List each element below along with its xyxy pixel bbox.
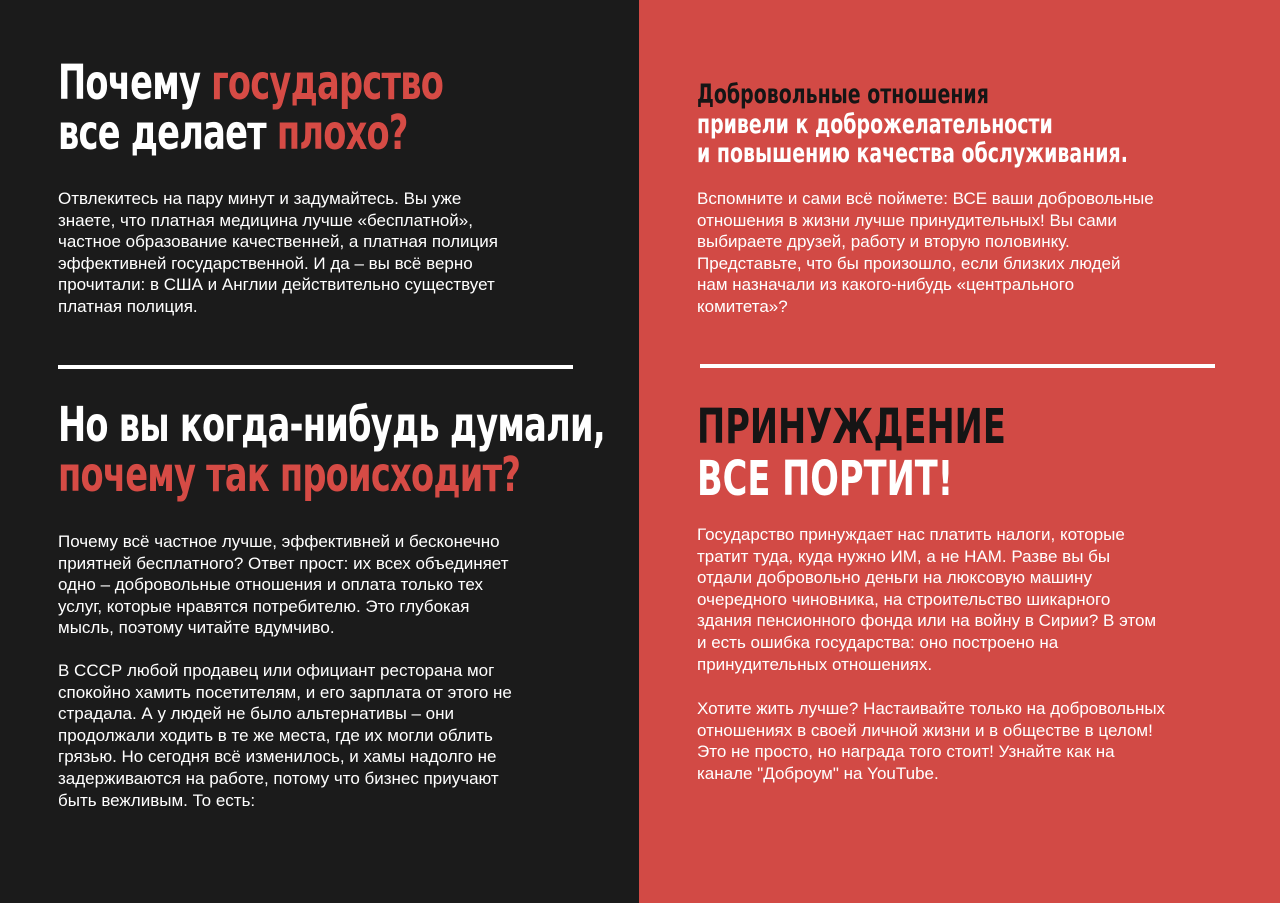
right-divider <box>700 364 1215 368</box>
left-divider <box>58 365 573 369</box>
left-paragraph-3: В СССР любой продавец или официант ресторана мог спокойно хамить посетителям, и его зарплата от этого не страдала. А у людей не было альтернативы – они продолжали ходить в те же места, где их могли облить грязью. Но сегодня всё изменилось, и хамы надолго не задерживаются на работе, потому что бизнес приучают быть вежливым. То есть: <box>58 661 512 810</box>
left-paragraph-1: Отвлекитесь на пару минут и задумайтесь. Вы уже знаете, что платная медицина лучше «бесплатной», частное образование качественней, а платная полиция эффективней государственной. И да – вы всё верно прочитали: в США и Англии действительно существует платная полиция. <box>58 189 498 316</box>
right-headline-2 <box>697 399 1006 507</box>
right-headline-1-line-2: привели к доброжелательности <box>697 108 1053 140</box>
right-headline-1-line-3: и повышению качества обслуживания. <box>697 138 1128 170</box>
left-headline-2 <box>58 397 605 504</box>
right-paragraph-1: Вспомните и сами всё поймете: ВСЕ ваши добровольные отношения в жизни лучше принудительных! Вы сами выбираете друзей, работу и вторую половинку. Представьте, что бы произошло, если близких людей нам назначали из какого-нибудь «центрального комитета»? <box>697 189 1154 316</box>
right-headline-1-line-1: Добровольные отношения <box>697 79 989 110</box>
right-paragraph-2: Государство принуждает нас платить налоги, которые тратит туда, куда нужно ИМ, а не НАМ. Разве вы бы отдали добровольно деньги на люксовую машину очередного чиновника, на строительство шикарного здания пенсионного фонда или на войну в Сирии? В этом и есть ошибка государства: оно построено на принудительных отношениях. <box>697 525 1157 674</box>
left-headline-2-line-1: Но вы когда-нибудь думали, <box>58 397 605 453</box>
right-headline-1 <box>697 80 1128 169</box>
right-paragraph-3: Хотите жить лучше? Настаивайте только на добровольных отношениях в своей личной жизни и в обществе в целом! Это не просто, но награда того стоит! Узнайте как на канале "Доброум" на YouTube. <box>697 699 1166 783</box>
left-headline-1-line-1: Почему государство <box>58 55 444 111</box>
right-headline-2-line-2: ВСЕ ПОРТИТ! <box>697 450 954 507</box>
left-paragraph-2: Почему всё частное лучше, эффективней и бесконечно приятней бесплатного? Ответ прост: их всех объединяет одно – добровольные отношения и оплата только тех услуг, которые нравятся потребителю. Это глубокая мысль, поэтому читайте вдумчиво. <box>58 532 509 638</box>
left-headline-1 <box>58 55 495 162</box>
right-headline-2-line-1: ПРИНУЖДЕНИЕ <box>697 399 1006 455</box>
left-headline-2-line-2: почему так происходит? <box>58 447 521 504</box>
left-headline-1-line-2: все делает плохо? <box>58 105 408 162</box>
